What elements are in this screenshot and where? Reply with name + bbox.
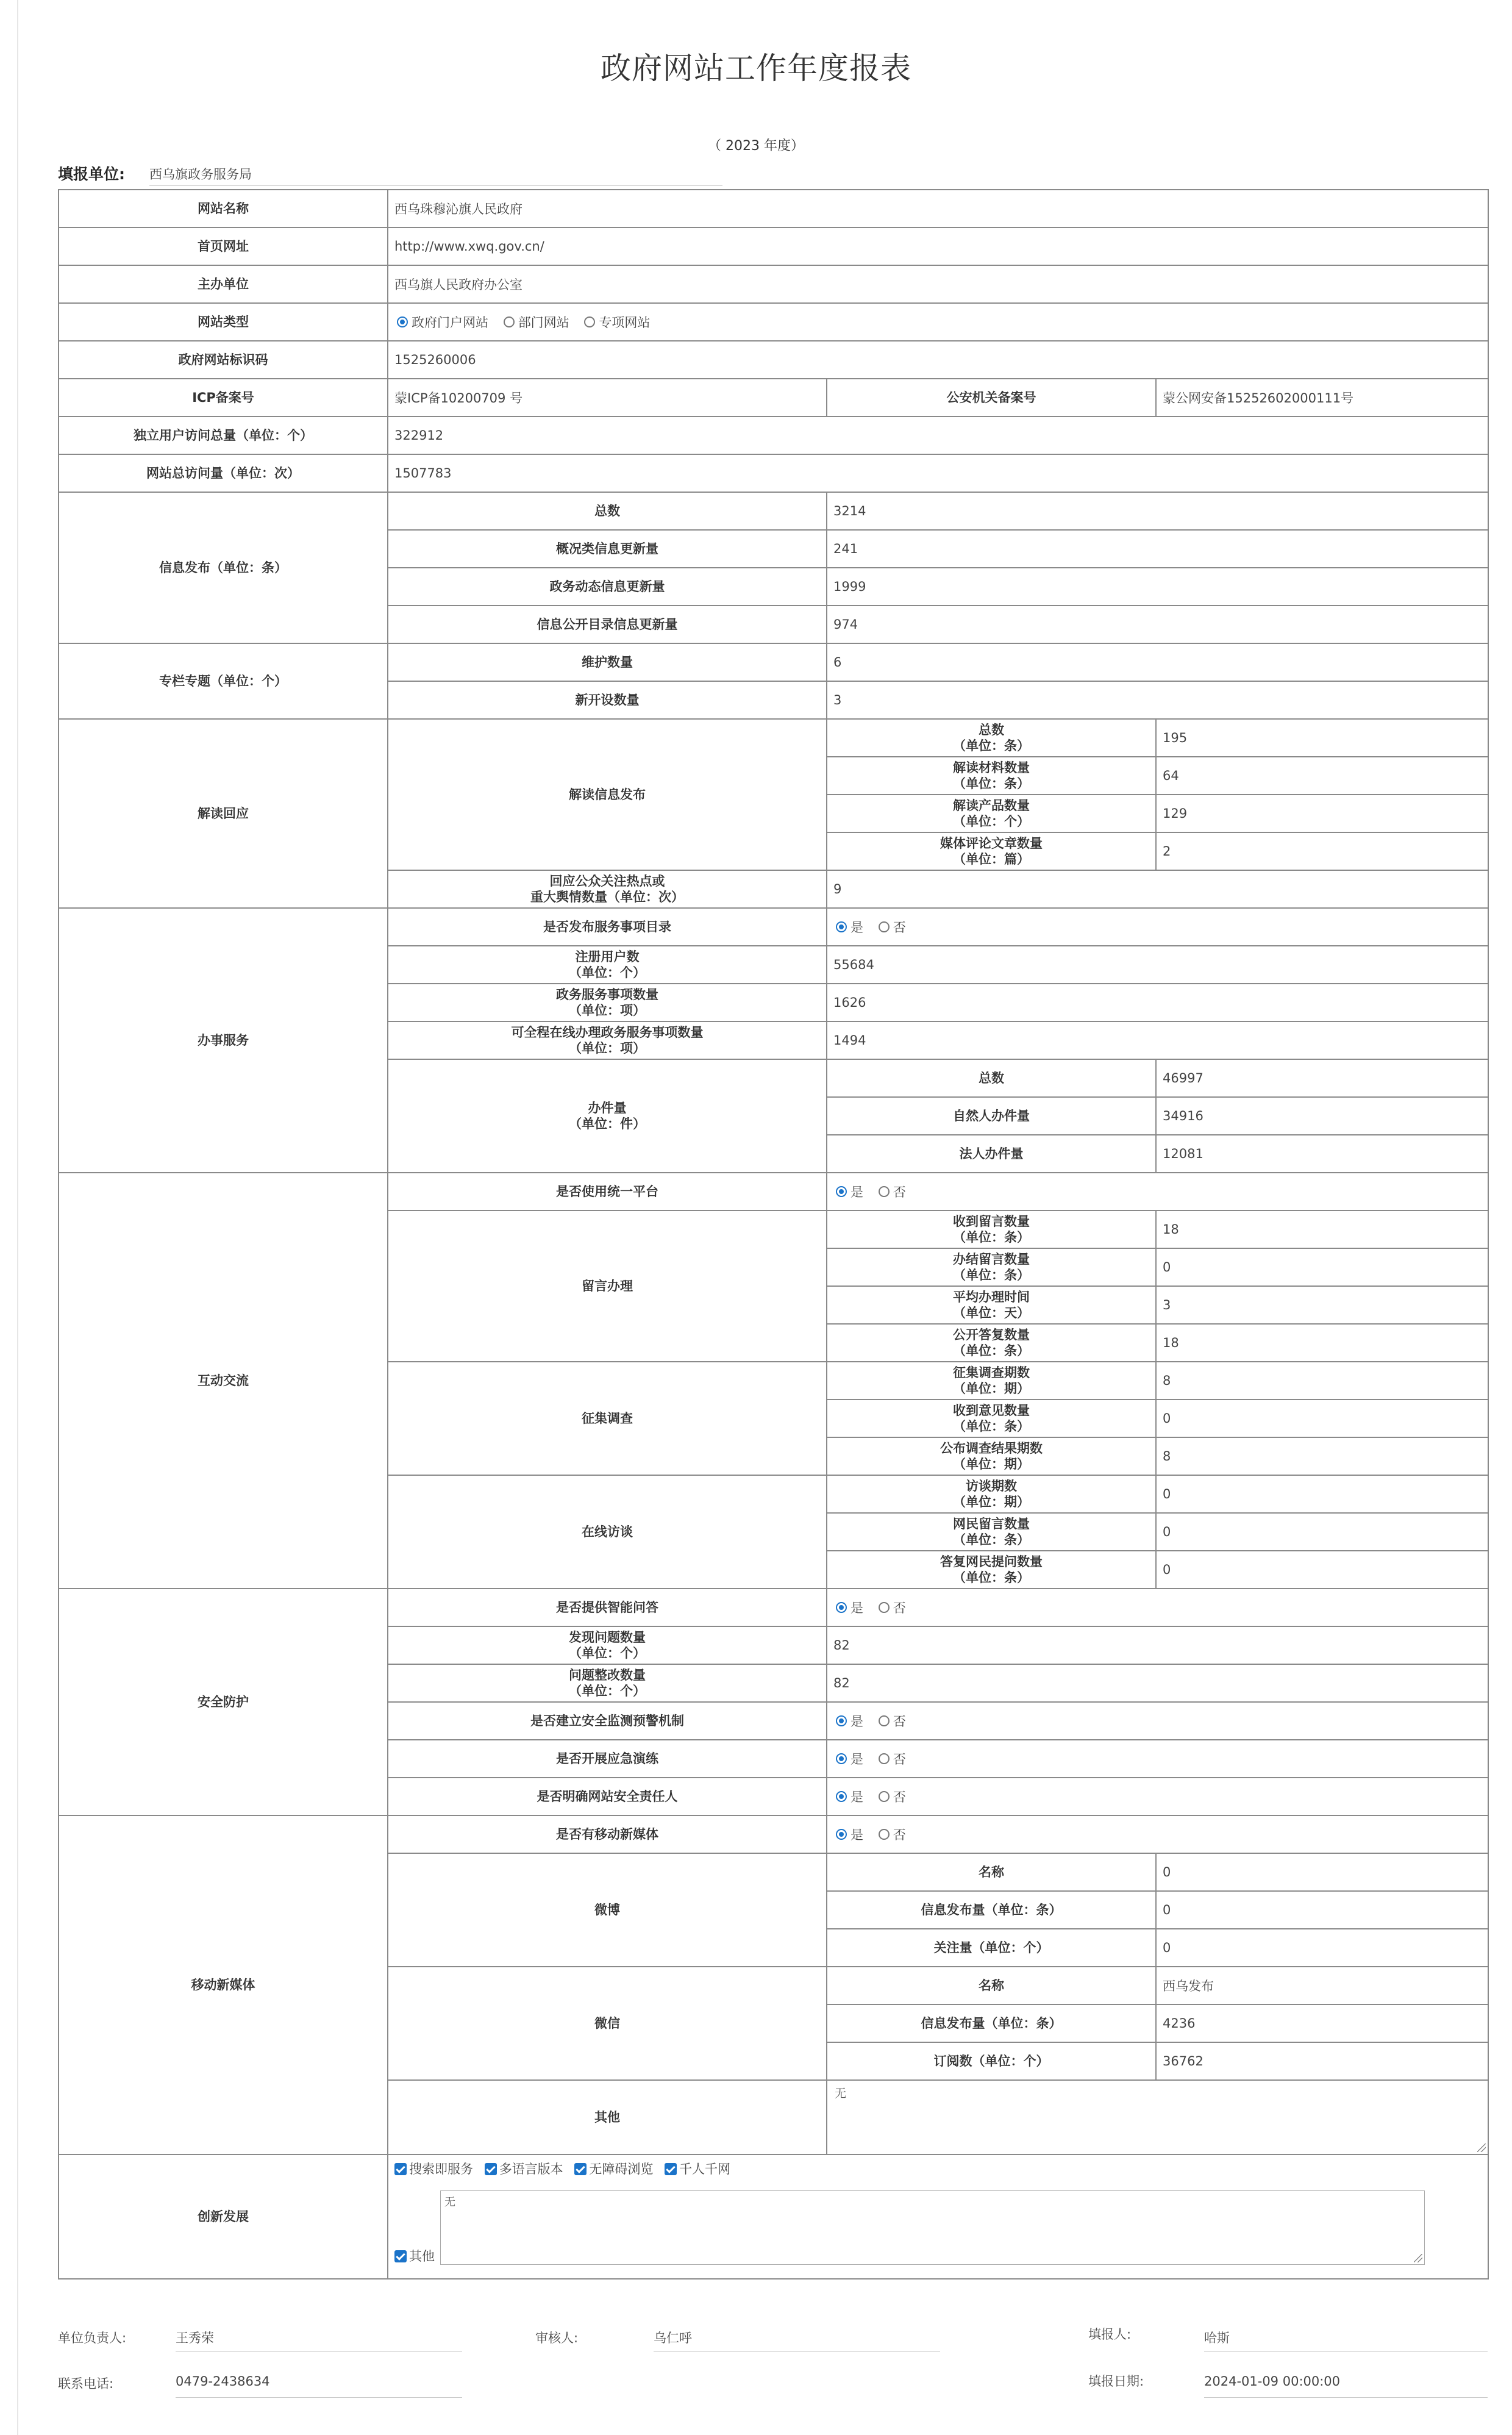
interpret-row-label: 解读产品数量 （单位：个） [827,795,1156,832]
innovation-other-textarea[interactable] [440,2190,1425,2265]
wechat-label: 微信 [388,1967,827,2080]
radio-yes-label: 是 [850,1790,863,1804]
radio-no[interactable] [879,1829,890,1840]
column-row-value[interactable]: 6 [827,643,1488,681]
filler-unit-label: 填报单位: [58,165,125,183]
info-row-label: 总数 [388,492,827,530]
interpret-row-value[interactable]: 64 [1156,757,1488,795]
wechat-row-label: 信息发布量（单位：条） [827,2004,1156,2042]
reviewer-label: 审核人: [535,2331,579,2345]
interpret-row-label: 总数 （单位：条） [827,719,1156,757]
handle-row-value[interactable]: 12081 [1156,1135,1488,1173]
radio-no-label: 否 [893,1828,906,1842]
radio-department-label: 部门网站 [518,315,569,330]
home-url-label: 首页网址 [59,227,388,265]
interview-row-value[interactable]: 0 [1156,1513,1488,1551]
date-value[interactable]: 2024-01-09 00:00:00 [1204,2374,1341,2389]
message-row-label: 办结留言数量 （单位：条） [827,1248,1156,1286]
wechat-row-label: 名称 [827,1967,1156,2004]
phone-label: 联系电话: [58,2376,114,2391]
weibo-row-value[interactable]: 0 [1156,1853,1488,1891]
security-owner-label: 是否明确网站安全责任人 [388,1778,827,1815]
radio-no[interactable] [879,1602,890,1613]
radio-yes[interactable] [836,1715,847,1726]
issues-fixed-value[interactable]: 82 [827,1664,1488,1702]
issues-fixed-label: 问题整改数量 （单位：个） [388,1664,827,1702]
wechat-row-value[interactable]: 4236 [1156,2004,1488,2042]
interpret-section-label: 解读回应 [59,719,388,908]
owner-radio-group [827,1778,1488,1815]
radio-yes[interactable] [836,921,847,932]
survey-row-label: 征集调查期数 （单位：期） [827,1362,1156,1400]
host-unit-value[interactable]: 西乌旗人民政府办公室 [388,265,1488,303]
online-interview-label: 在线访谈 [388,1475,827,1589]
report-table [58,189,1489,2279]
emergency-drill-label: 是否开展应急演练 [388,1740,827,1778]
checkbox-multilingual-label: 多语言版本 [499,2162,563,2176]
handle-count-label: 办件量 （单位：件） [388,1059,827,1173]
media-other-label: 其他 [388,2080,827,2154]
site-code-label: 政府网站标识码 [59,341,388,379]
radio-no[interactable] [879,921,890,932]
online-items-label: 可全程在线办理政务服务事项数量 （单位：项） [388,1021,827,1059]
page-left-border [17,0,18,2435]
radio-department[interactable] [504,316,515,327]
phone-value[interactable]: 0479-2438634 [176,2374,270,2389]
radio-yes-label: 是 [850,1601,863,1615]
hot-response-value[interactable]: 9 [827,870,1488,908]
site-type-label: 网站类型 [59,303,388,341]
leader-value[interactable]: 王秀荣 [176,2331,214,2345]
home-url-value[interactable]: http://www.xwq.gov.cn/ [388,227,1488,265]
reviewer-value[interactable]: 乌仁呼 [654,2331,692,2345]
innovation-other-option [393,2247,441,2265]
leader-label: 单位负责人: [58,2331,127,2345]
radio-no-label: 否 [893,920,906,935]
innovation-cell [388,2154,1488,2279]
phone-underline [176,2397,462,2398]
online-items-value[interactable]: 1494 [827,1021,1488,1059]
radio-yes[interactable] [836,1753,847,1764]
resize-grip-icon[interactable] [1477,2144,1486,2152]
column-row-label: 新开设数量 [388,681,827,719]
survey-row-value[interactable]: 0 [1156,1400,1488,1437]
message-row-value[interactable]: 0 [1156,1248,1488,1286]
interview-row-value[interactable]: 0 [1156,1551,1488,1589]
survey-row-label: 收到意见数量 （单位：条） [827,1400,1156,1437]
handle-row-label: 总数 [827,1059,1156,1097]
weibo-row-value[interactable]: 0 [1156,1891,1488,1929]
radio-yes[interactable] [836,1829,847,1840]
radio-no-label: 否 [893,1185,906,1200]
filler-unit-underline [149,185,722,186]
handle-row-label: 自然人办件量 [827,1097,1156,1135]
filler-value[interactable]: 哈斯 [1204,2331,1230,2345]
hot-response-label: 回应公众关注热点或 重大舆情数量（单位：次） [388,870,827,908]
icp-label: ICP备案号 [59,379,388,417]
leader-underline [176,2351,462,2352]
info-section-label: 信息发布（单位：条） [59,492,388,643]
wechat-row-value[interactable]: 36762 [1156,2042,1488,2080]
interview-row-label: 网民留言数量 （单位：条） [827,1513,1156,1551]
radio-special[interactable] [584,316,595,327]
radio-yes-label: 是 [850,1714,863,1729]
police-record-label: 公安机关备案号 [827,379,1156,417]
interaction-section-label: 互动交流 [59,1173,388,1589]
radio-no-label: 否 [893,1790,906,1804]
unified-platform-radio-group [827,1173,1488,1210]
radio-special-label: 专项网站 [599,315,651,330]
drill-radio-group [827,1740,1488,1778]
info-row-label: 政务动态信息更新量 [388,568,827,606]
interpret-row-value[interactable]: 129 [1156,795,1488,832]
media-section-label: 移动新媒体 [59,1815,388,2154]
host-unit-label: 主办单位 [59,265,388,303]
survey-row-value[interactable]: 8 [1156,1437,1488,1475]
weibo-label: 微博 [388,1853,827,1967]
handle-row-label: 法人办件量 [827,1135,1156,1173]
police-record-value[interactable]: 蒙公网安备15252602000111号 [1156,379,1488,417]
media-other-cell [827,2080,1488,2154]
media-other-textarea[interactable] [827,2081,1488,2154]
innovation-section-label: 创新发展 [59,2154,388,2279]
weibo-row-value[interactable]: 0 [1156,1929,1488,1967]
interpret-row-value[interactable]: 2 [1156,832,1488,870]
radio-yes[interactable] [836,1186,847,1197]
weibo-row-label: 信息发布量（单位：条） [827,1891,1156,1929]
interview-row-value[interactable]: 0 [1156,1475,1488,1513]
info-row-label: 概况类信息更新量 [388,530,827,568]
survey-row-value[interactable]: 8 [1156,1362,1488,1400]
issues-found-value[interactable]: 82 [827,1626,1488,1664]
has-media-radio-group [827,1815,1488,1853]
security-section-label: 安全防护 [59,1589,388,1815]
wechat-row-value[interactable]: 西乌发布 [1156,1967,1488,2004]
info-row-value[interactable]: 3214 [827,492,1488,530]
info-row-label: 信息公开目录信息更新量 [388,606,827,643]
survey-label: 征集调查 [388,1362,827,1475]
radio-yes-label: 是 [850,1828,863,1842]
checkbox-multilingual[interactable] [485,2163,497,2175]
site-name-value[interactable]: 西乌珠穆沁旗人民政府 [388,190,1488,227]
weibo-row-label: 关注量（单位：个） [827,1929,1156,1967]
interpret-row-label: 解读材料数量 （单位：条） [827,757,1156,795]
reviewer-underline [654,2351,940,2352]
has-media-label: 是否有移动新媒体 [388,1815,827,1853]
message-row-value[interactable]: 18 [1156,1324,1488,1362]
checkbox-other[interactable] [394,2250,407,2262]
service-catalog-radio-group [827,908,1488,946]
registered-users-label: 注册用户数 （单位：个） [388,946,827,984]
radio-yes-label: 是 [850,1185,863,1200]
checkbox-personalized[interactable] [665,2163,677,2175]
issues-found-label: 发现问题数量 （单位：个） [388,1626,827,1664]
resize-grip-icon[interactable] [1414,2254,1422,2262]
message-row-label: 公开答复数量 （单位：条） [827,1324,1156,1362]
radio-yes-label: 是 [850,1752,863,1767]
message-handling-label: 留言办理 [388,1210,827,1362]
radio-portal[interactable] [397,316,408,327]
report-year: （ 2023 年度） [708,138,804,154]
radio-yes[interactable] [836,1791,847,1802]
checkbox-accessibility-label: 无障碍浏览 [589,2162,654,2176]
column-section-label: 专栏专题（单位：个） [59,643,388,719]
radio-no-label: 否 [893,1714,906,1729]
weibo-row-label: 名称 [827,1853,1156,1891]
column-row-value[interactable]: 3 [827,681,1488,719]
site-name-label: 网站名称 [59,190,388,227]
smart-qa-label: 是否提供智能问答 [388,1589,827,1626]
interpret-row-label: 媒体评论文章数量 （单位：篇） [827,832,1156,870]
unified-platform-label: 是否使用统一平台 [388,1173,827,1210]
site-code-value[interactable]: 1525260006 [388,341,1488,379]
filler-underline [1204,2351,1488,2352]
filler-unit-value: 西乌旗政务服务局 [149,167,252,182]
uv-value[interactable]: 322912 [388,417,1488,454]
radio-yes-label: 是 [850,920,863,935]
date-underline [1204,2397,1488,2398]
checkbox-personalized-label: 千人千网 [679,2162,731,2176]
info-row-value[interactable]: 1999 [827,568,1488,606]
radio-no-label: 否 [893,1601,906,1615]
survey-row-label: 公布调查结果期数 （单位：期） [827,1437,1156,1475]
pv-value[interactable]: 1507783 [388,454,1488,492]
service-section-label: 办事服务 [59,908,388,1173]
interview-row-label: 答复网民提问数量 （单位：条） [827,1551,1156,1589]
checkbox-search-service-label: 搜索即服务 [409,2162,473,2176]
registered-users-value[interactable]: 55684 [827,946,1488,984]
radio-no[interactable] [879,1715,890,1726]
innovation-checkbox-group [393,2159,1483,2178]
radio-portal-label: 政府门户网站 [412,315,488,330]
info-row-value[interactable]: 974 [827,606,1488,643]
radio-no-label: 否 [893,1752,906,1767]
column-row-label: 维护数量 [388,643,827,681]
radio-no[interactable] [879,1791,890,1802]
service-items-value[interactable]: 1626 [827,984,1488,1021]
icp-value[interactable]: 蒙ICP备10200709 号 [388,379,827,417]
wechat-row-label: 订阅数（单位：个） [827,2042,1156,2080]
checkbox-accessibility[interactable] [574,2163,587,2175]
info-row-value[interactable]: 241 [827,530,1488,568]
handle-row-value[interactable]: 34916 [1156,1097,1488,1135]
message-row-value[interactable]: 3 [1156,1286,1488,1324]
service-catalog-label: 是否发布服务事项目录 [388,908,827,946]
radio-yes[interactable] [836,1602,847,1613]
monitor-radio-group [827,1702,1488,1740]
page-title: 政府网站工作年度报表 [601,51,911,86]
handle-row-value[interactable]: 46997 [1156,1059,1488,1097]
uv-label: 独立用户访问总量（单位：个） [59,417,388,454]
innovation-other-text: 无 [444,2196,455,2209]
interpret-publish-label: 解读信息发布 [388,719,827,870]
radio-no[interactable] [879,1186,890,1197]
radio-no[interactable] [879,1753,890,1764]
checkbox-other-label: 其他 [409,2249,435,2264]
smart-qa-radio-group [827,1589,1488,1626]
interpret-row-value[interactable]: 195 [1156,719,1488,757]
message-row-label: 收到留言数量 （单位：条） [827,1210,1156,1248]
checkbox-search-service[interactable] [394,2163,407,2175]
media-other-text: 无 [835,2087,847,2100]
monitor-mechanism-label: 是否建立安全监测预警机制 [388,1702,827,1740]
site-type-radio-group [388,303,1488,341]
message-row-value[interactable]: 18 [1156,1210,1488,1248]
interview-row-label: 访谈期数 （单位：期） [827,1475,1156,1513]
pv-label: 网站总访问量（单位：次） [59,454,388,492]
message-row-label: 平均办理时间 （单位：天） [827,1286,1156,1324]
date-label: 填报日期: [1088,2374,1144,2389]
service-items-label: 政务服务事项数量 （单位：项） [388,984,827,1021]
filler-label: 填报人: [1088,2327,1132,2342]
